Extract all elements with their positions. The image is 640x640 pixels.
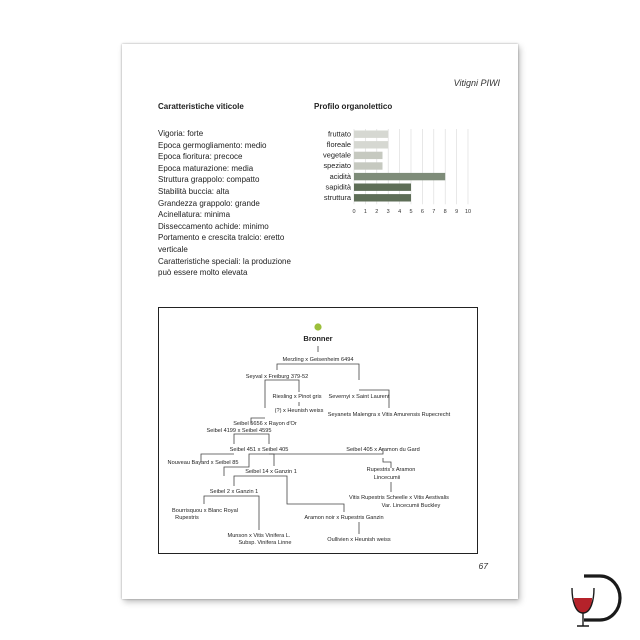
bar-fruttato bbox=[354, 131, 388, 138]
trait-item: verticale bbox=[158, 244, 188, 254]
trait-item: Epoca fioritura: precoce bbox=[158, 152, 243, 162]
x-tick-label: 10 bbox=[464, 209, 472, 216]
x-tick-label: 0 bbox=[352, 209, 356, 216]
bar-floreale bbox=[354, 141, 388, 148]
trait-item: Stabilità buccia: alta bbox=[158, 186, 230, 196]
pedigree-node: Rupestris bbox=[175, 515, 199, 521]
trait-item: Acinellatura: minima bbox=[158, 210, 231, 220]
trait-item: Epoca maturazione: media bbox=[158, 163, 254, 173]
pedigree-node: Oullivien x Heunish weiss bbox=[327, 537, 391, 543]
pedigree-title: Bronner bbox=[303, 334, 333, 343]
pedigree-node: Merzling x Geisenheim 6494 bbox=[282, 357, 354, 363]
trait-item: Vigoria: forte bbox=[158, 129, 204, 138]
x-tick-label: 4 bbox=[398, 209, 402, 216]
category-label: sapidità bbox=[325, 182, 351, 192]
x-tick-label: 2 bbox=[375, 209, 379, 216]
x-tick-label: 5 bbox=[409, 209, 413, 216]
x-tick-label: 6 bbox=[420, 209, 424, 216]
trait-item: può essere molto elevata bbox=[158, 268, 248, 278]
pedigree-node: Seibel 14 x Ganzin 1 bbox=[245, 469, 297, 475]
pedigree-box bbox=[158, 307, 478, 554]
pedigree-node: Bourrisquou x Blanc Royal bbox=[172, 508, 238, 514]
trait-item: Grandezza grappolo: grande bbox=[158, 198, 260, 208]
pedigree-node: Munson x Vitis Vinifera L. bbox=[227, 533, 291, 539]
pedigree-tree bbox=[159, 308, 477, 553]
bar-acidità bbox=[354, 173, 445, 180]
pedigree-node: Seibel 405 x Aramon du Gard bbox=[346, 447, 420, 453]
viticultural-list bbox=[158, 128, 308, 279]
trait-item: Caratteristiche speciali: la produzione bbox=[158, 256, 291, 266]
pedigree-node: Severnyi x Saint Laurent bbox=[328, 394, 390, 400]
profile-title: Profilo organolettico bbox=[314, 102, 393, 111]
pedigree-node: Seyval x Freiburg 379-52 bbox=[245, 374, 309, 380]
page-number: 67 bbox=[478, 561, 488, 571]
pedigree-node: Lincecumii bbox=[373, 475, 401, 481]
x-tick-label: 8 bbox=[443, 209, 447, 216]
category-label: fruttato bbox=[327, 129, 351, 139]
bar-struttura bbox=[354, 194, 411, 201]
pedigree-node: Rupestris x Aramon bbox=[366, 467, 416, 473]
bar-vegetale bbox=[354, 152, 383, 159]
category-label: struttura bbox=[323, 193, 351, 202]
pedigree-node: Var. Lincecumii Buckley bbox=[381, 503, 441, 509]
organoleptic-bar-chart bbox=[312, 126, 482, 226]
x-tick-label: 7 bbox=[432, 209, 436, 216]
pedigree-node: Vitis Rupestris Scheelle x Vitis Aestivalis bbox=[349, 495, 449, 501]
x-tick-label: 1 bbox=[363, 209, 367, 216]
category-label: speziato bbox=[323, 161, 351, 171]
bar-sapidità bbox=[354, 184, 411, 191]
x-tick-label: 3 bbox=[386, 209, 390, 216]
category-label: vegetale bbox=[323, 150, 351, 160]
wine-glass-logo bbox=[568, 570, 624, 630]
pedigree-node: Seyanets Malengra x Vitis Amurensis Rupecrecht bbox=[327, 412, 451, 418]
running-header: Vitigni PIWI bbox=[453, 78, 500, 88]
trait-item: Portamento e crescita tralcio: eretto bbox=[158, 233, 285, 243]
pedigree-node: Riesling x Pinot gris bbox=[272, 394, 322, 400]
viticultural-title: Caratteristiche viticole bbox=[158, 102, 244, 111]
bronner-dot-icon bbox=[314, 323, 321, 330]
trait-item: Epoca germogliamento: medio bbox=[158, 140, 267, 150]
category-label: floreale bbox=[326, 140, 351, 149]
pedigree-node: Subsp. Vinifera Linne bbox=[238, 540, 292, 546]
pedigree-node: Seibel 451 x Seibel 405 bbox=[229, 447, 289, 453]
trait-item: Struttura grappolo: compatto bbox=[158, 175, 260, 185]
pedigree-node: Seibel 2 x Ganzin 1 bbox=[209, 489, 259, 495]
pedigree-node: Nouveau Bayard x Seibel 85 bbox=[167, 460, 239, 466]
x-tick-label: 9 bbox=[455, 209, 459, 216]
pedigree-node: Seibel 4199 x Seibel 4595 bbox=[206, 428, 272, 434]
book-page bbox=[122, 44, 518, 599]
trait-item: Disseccamento achide: minimo bbox=[158, 221, 269, 231]
category-label: acidità bbox=[329, 171, 351, 181]
pedigree-node: Aramon noir x Rupestris Ganzin bbox=[304, 515, 384, 521]
bar-speziato bbox=[354, 162, 383, 169]
pedigree-node: Seibel 5656 x Rayon d'Or bbox=[233, 421, 297, 427]
wine-icon bbox=[574, 598, 592, 613]
pedigree-node: (?) x Heunish weiss bbox=[274, 408, 324, 414]
